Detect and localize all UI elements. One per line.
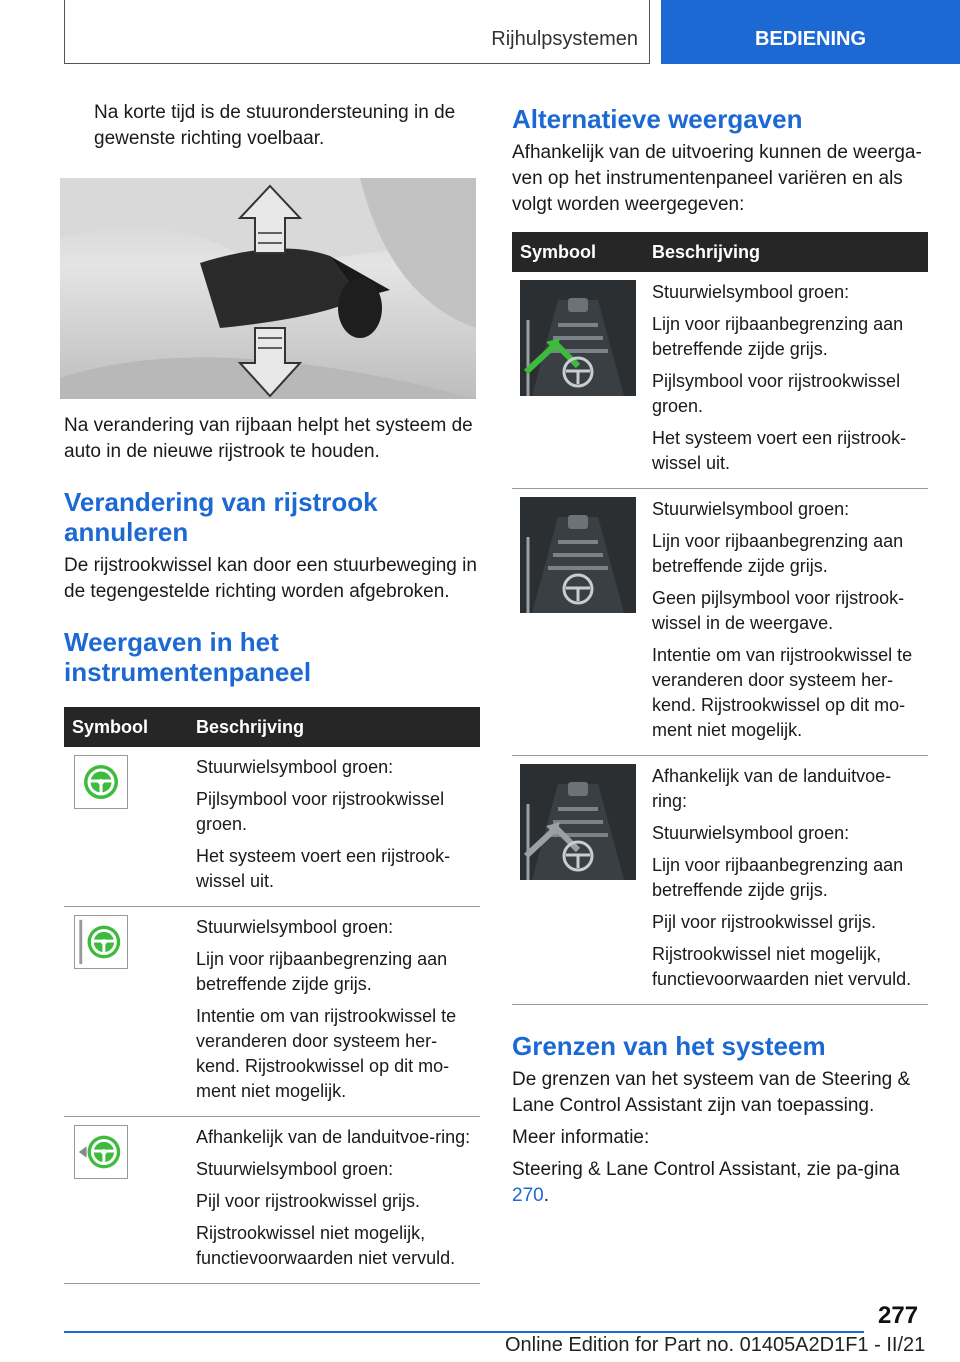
page-header xyxy=(0,0,960,66)
description-line: Afhankelijk van de landuitvoe-ring: xyxy=(196,1127,471,1147)
table-row xyxy=(64,1117,480,1284)
column-header-symbol: Symbool xyxy=(64,707,188,747)
description-line: Intentie om van rijstrookwissel te veranderen door systeem her-kend. Rijstrookwissel op dit mo-ment niet mogelijk. xyxy=(196,1006,457,1101)
description-line: Lijn voor rijbaanbegrenzing aan betreffende zijde grijs. xyxy=(652,855,904,900)
lane-change-display-arrow-grey-icon xyxy=(520,764,636,880)
description-line: Stuurwielsymbool groen: xyxy=(652,823,850,843)
page-link[interactable]: 270 xyxy=(512,1185,544,1206)
description-line: Rijstrookwissel niet mogelijk, functievoorwaarden niet vervuld. xyxy=(652,944,912,989)
description-line: Rijstrookwissel niet mogelijk, functievoorwaarden niet vervuld. xyxy=(196,1223,456,1268)
alternative-displays-heading: Alternatieve weergaven xyxy=(512,104,803,134)
table-header-row xyxy=(512,232,928,272)
description-line: Stuurwielsymbool groen: xyxy=(652,499,850,519)
description-line: Pijl voor rijstrookwissel grijs. xyxy=(652,912,877,932)
intro-text: Na korte tijd is de stuurondersteuning in de gewenste richting voelbaar. xyxy=(94,102,456,149)
description-line: Intentie om van rijstrookwissel te veranderen door systeem her-kend. Rijstrookwissel op dit mo-ment niet mogelijk. xyxy=(652,645,913,740)
column-header-description: Beschrijving xyxy=(644,232,928,272)
cancel-lane-change-text: De rijstrookwissel kan door een stuurbeweging in de tegengestelde richting worden afgebroken. xyxy=(64,555,477,602)
after-lane-change-text: Na verandering van rijbaan helpt het systeem de auto in de nieuwe rijstrook te houden. xyxy=(64,415,473,462)
system-limits-text: De grenzen van het systeem van de Steering & Lane Control Assistant zijn van toepassing. xyxy=(512,1069,911,1116)
description-line: Pijlsymbool voor rijstrookwissel groen. xyxy=(196,789,445,834)
turn-signal-stalk-illustration xyxy=(60,178,476,399)
description-line: Stuurwielsymbool groen: xyxy=(196,1159,394,1179)
table-row xyxy=(512,489,928,756)
page-number: 277 xyxy=(878,1302,919,1329)
lane-change-display-no-arrow-icon xyxy=(520,497,636,613)
cross-reference-text: Steering & Lane Control Assistant, zie pa-gina xyxy=(512,1159,900,1180)
description-line: Stuurwielsymbool groen: xyxy=(196,917,394,937)
right-column xyxy=(512,100,928,1209)
description-line: Lijn voor rijbaanbegrenzing aan betreffende zijde grijs. xyxy=(652,314,904,359)
description-line: Stuurwielsymbool groen: xyxy=(196,757,394,777)
description-line: Pijl voor rijstrookwissel grijs. xyxy=(196,1191,421,1211)
system-limits-heading: Grenzen van het systeem xyxy=(512,1031,826,1061)
description-line: Lijn voor rijbaanbegrenzing aan betreffende zijde grijs. xyxy=(196,949,448,994)
description-line: Afhankelijk van de landuitvoe-ring: xyxy=(652,766,892,811)
table-row xyxy=(64,907,480,1117)
table-row xyxy=(64,747,480,907)
symbol-table-right xyxy=(512,232,928,1005)
footer-divider xyxy=(64,1331,864,1333)
column-header-description: Beschrijving xyxy=(188,707,480,747)
steering-stalk-photo xyxy=(60,178,476,399)
description-line: Het systeem voert een rijstrook-wissel uit. xyxy=(652,428,907,473)
section-title: Rijhulpsystemen xyxy=(491,28,638,50)
cancel-lane-change-heading: Verandering van rijstrook annuleren xyxy=(64,487,378,547)
description-line: Het systeem voert een rijstrook-wissel uit. xyxy=(196,846,451,891)
lane-change-display-arrow-green-icon xyxy=(520,280,636,396)
column-header-symbol: Symbool xyxy=(512,232,644,272)
description-line: Lijn voor rijbaanbegrenzing aan betreffende zijde grijs. xyxy=(652,531,904,576)
cross-reference-end: . xyxy=(543,1185,549,1206)
left-column xyxy=(64,100,480,1284)
description-line: Stuurwielsymbool groen: xyxy=(652,282,850,302)
steering-wheel-green-arrow-grey-icon xyxy=(74,1125,128,1179)
description-line: Pijlsymbool voor rijstrookwissel groen. xyxy=(652,371,901,416)
symbol-table-left xyxy=(64,707,480,1284)
steering-wheel-green-lane-grey-icon xyxy=(74,915,128,969)
edition-note: Online Edition for Part no. 01405A2D1F1 - II/21 xyxy=(505,1334,926,1356)
cross-reference xyxy=(512,1157,928,1209)
description-line: Geen pijlsymbool voor rijstrook-wissel in de weergave. xyxy=(652,588,905,633)
steering-wheel-green-icon xyxy=(74,755,128,809)
more-info-label: Meer informatie: xyxy=(512,1127,650,1148)
table-header-row xyxy=(64,707,480,747)
displays-heading: Weergaven in het instrumentenpaneel xyxy=(64,627,312,687)
alternative-displays-text: Afhankelijk van de uitvoering kunnen de weerga-ven op het instrumentenpaneel variëren en als volgt worden weergegeven: xyxy=(512,142,922,215)
table-row xyxy=(512,756,928,1005)
chapter-tab[interactable]: BEDIENING xyxy=(661,0,960,64)
table-row xyxy=(512,272,928,489)
